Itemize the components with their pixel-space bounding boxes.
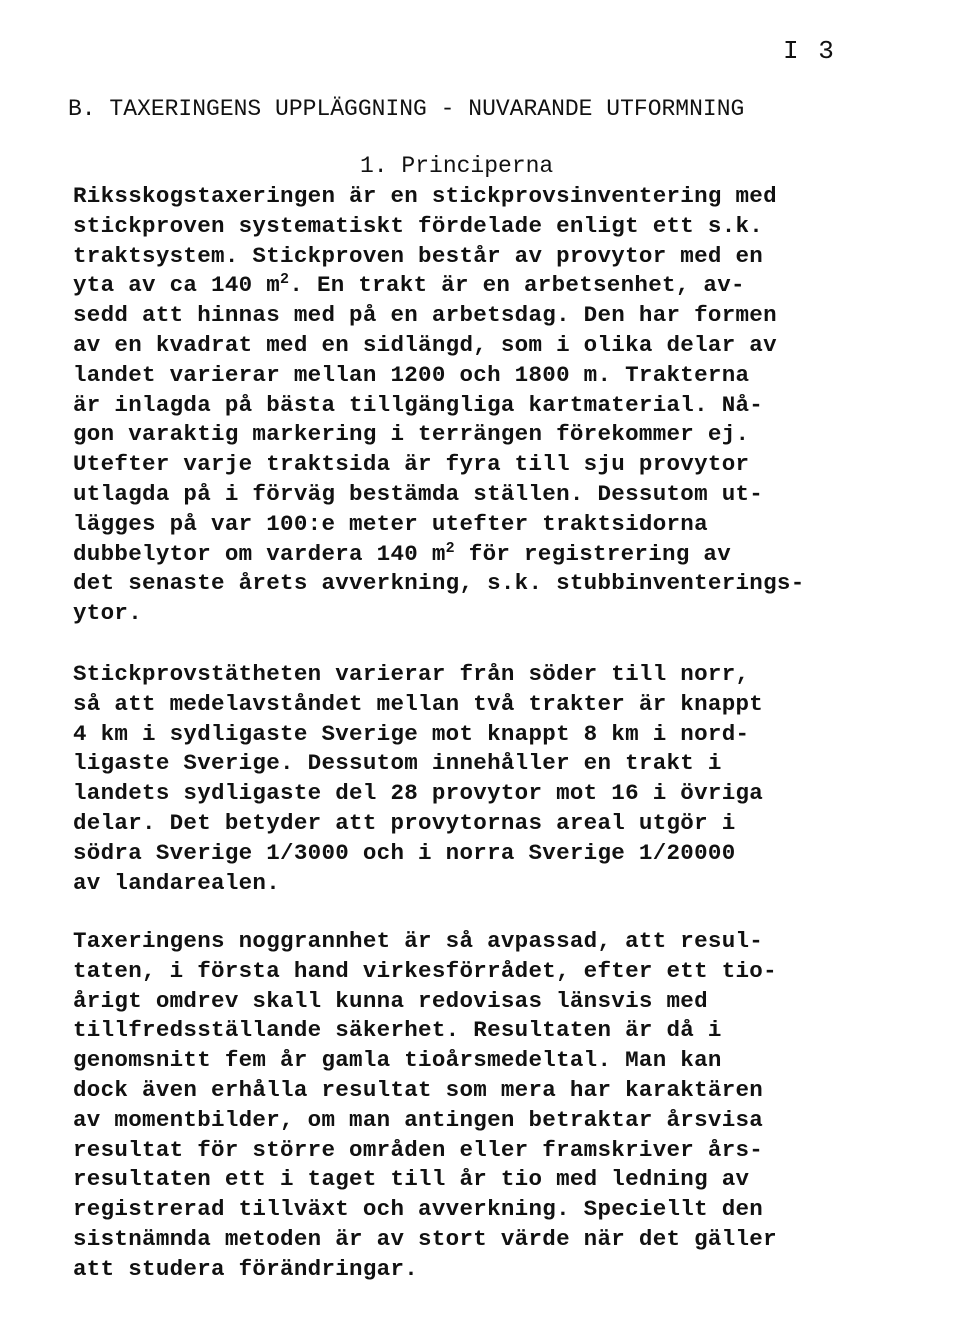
page-number: I 3 [783,36,836,66]
text-line: sedd att hinnas med på en arbetsdag. Den har formen [73,302,777,329]
text-segment: för registrering av [454,540,732,567]
text-line: taten, i första hand virkesförrådet, efter ett tio- [73,957,777,984]
section-heading: B. TAXERINGENS UPPLÄGGNING - NUVARANDE UTFORMNING [68,96,745,122]
text-line: av momentbilder, om man antingen betraktar årsvisa [73,1106,764,1133]
text-line: södra Sverige 1/3000 och i norra Sverige 1/20000 [73,839,736,866]
text-line: stickproven systematiskt fördelade enligt ett s.k. [73,212,764,239]
text-line: Taxeringens noggrannhet är så avpassad, att resul- [73,928,764,954]
paragraph-3 [73,927,777,1285]
superscript: 2 [280,271,290,289]
subsection-heading: 1. Principerna [360,153,554,179]
text-line [73,540,805,570]
text-line: 4 km i sydligaste Sverige mot knappt 8 km i nord- [73,720,750,747]
text-line: landet varierar mellan 1200 och 1800 m. Trakterna [73,361,750,388]
text-line: är inlagda på bästa tillgängliga kartmaterial. Nå- [73,391,764,418]
text-line: utlagda på i förväg bestämda ställen. Dessutom ut- [73,480,764,507]
text-line: att studera förändringar. [73,1255,419,1282]
text-line: landets sydligaste del 28 provytor mot 16 i övriga [73,780,764,807]
text-line: lägges på var 100:e meter utefter traktsidorna [73,510,708,537]
text-line: av en kvadrat med en sidlängd, som i olika delar av [73,331,777,358]
text-line: ytor. [73,600,143,627]
text-line: registrerad tillväxt och avverkning. Speciellt den [73,1196,764,1223]
text-segment: yta av ca 140 m [73,272,281,299]
text-line: dock även erhålla resultat som mera har karaktären [73,1076,764,1103]
text-line: Stickprovstätheten varierar från söder till norr, [73,661,750,687]
superscript: 2 [445,539,455,557]
text-line: gon varaktig markering i terrängen förekommer ej. [73,421,750,448]
text-line [73,271,805,301]
text-line: av landarealen. [73,869,281,896]
text-line: genomsnitt fem år gamla tioårsmedeltal. Man kan [73,1047,722,1074]
paragraph-2 [73,660,763,898]
paragraph-1 [73,182,805,629]
text-line: traktsystem. Stickproven består av provytor med en [73,242,764,269]
text-line: ligaste Sverige. Dessutom innehåller en trakt i [73,750,722,777]
text-line: resultat för större områden eller framskriver års- [73,1136,764,1163]
text-line: det senaste årets avverkning, s.k. stubbinventerings- [73,570,805,597]
text-line: delar. Det betyder att provytornas areal utgör i [73,809,736,836]
text-line: Utefter varje traktsida är fyra till sju provytor [73,451,750,478]
text-line: så att medelavståndet mellan två trakter är knappt [73,690,764,717]
text-line: tillfredsställande säkerhet. Resultaten är då i [73,1017,722,1044]
text-line: årigt omdrev skall kunna redovisas länsvis med [73,987,708,1014]
text-line: resultaten ett i taget till år tio med ledning av [73,1166,750,1193]
text-line: sistnämnda metoden är av stort värde när det gäller [73,1225,777,1252]
text-segment: . En trakt är en arbetsenhet, av- [289,272,745,299]
text-line: Riksskogstaxeringen är en stickprovsinventering med [73,183,777,209]
text-segment: dubbelytor om vardera 140 m [73,540,446,567]
